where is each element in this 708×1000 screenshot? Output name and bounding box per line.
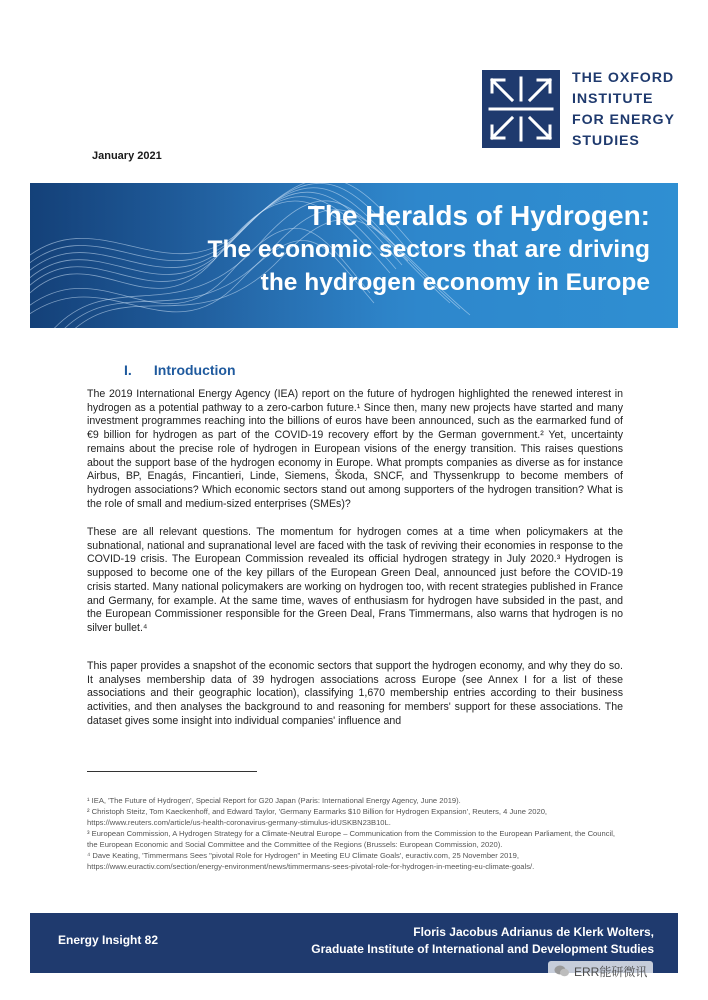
subtitle-line: The economic sectors that are driving bbox=[207, 236, 650, 263]
footnote: ² Christoph Steitz, Tom Kaeckenhoff, and Edward Taylor, 'Germany Earmarks $10 Billion for Hydrogen Expansion', Reuters, 4 June 2020, https://www.reuters.com/article/us-health-coronavirus-germany-stimulus-idUSKBN23B10L. bbox=[87, 807, 548, 827]
footnote: ³ European Commission, A Hydrogen Strategy for a Climate-Neutral Europe – Communication from the Commission to the European Parliament, the Council, the European Economic and Social Committee and the Committee of the Regions (Brussels: European Commission, 2020). bbox=[87, 829, 616, 849]
title-line: The Heralds of Hydrogen: bbox=[307, 200, 650, 231]
title-banner bbox=[30, 183, 678, 328]
wechat-icon bbox=[554, 964, 570, 978]
oies-logo-icon bbox=[482, 70, 560, 148]
author-block bbox=[311, 924, 654, 958]
author-affiliation: Graduate Institute of International and Development Studies bbox=[311, 942, 654, 956]
series-label: Energy Insight 82 bbox=[58, 933, 159, 947]
document-title bbox=[208, 199, 650, 299]
footnote: ¹ IEA, 'The Future of Hydrogen', Special Report for G20 Japan (Paris: International Energy Agency, June 2019). bbox=[87, 796, 461, 805]
author-name: Floris Jacobus Adrianus de Klerk Wolters, bbox=[413, 925, 654, 939]
footnotes bbox=[87, 795, 627, 872]
logo-line: THE OXFORD bbox=[572, 70, 675, 86]
section-heading bbox=[124, 362, 236, 378]
logo-line: INSTITUTE bbox=[572, 91, 654, 107]
logo-line: FOR ENERGY bbox=[572, 112, 675, 128]
wechat-watermark bbox=[548, 961, 653, 981]
section-title: Introduction bbox=[153, 362, 236, 378]
body-paragraph: The 2019 International Energy Agency (IEA) report on the future of hydrogen highlighted the renewed interest in hydrogen as a potential pathway to a zero-carbon future.¹ Since then, many new projects have started and many investment programmes reaching into the billions of euros have been announced, such as the earmarked fund of €9 billion for hydrogen as part of the COVID-19 recovery effort by the German government.² Yet, uncertainty remains about the precise role of hydrogen in European visions of the energy transition. This raises questions about the support base of the hydrogen economy in Europe. What prompts companies as diverse as for instance Airbus, BP, Enagás, Fincantieri, Linde, Siemens, Škoda, SNCF, and Thyssenkrupp to become members of hydrogen associations? Which economic sectors stand out among supporters of the hydrogen transition? What is the role of small and medium-sized enterprises (SMEs)? bbox=[87, 388, 623, 510]
body-paragraph: These are all relevant questions. The momentum for hydrogen comes at a time when policymakers at the subnational, national and supranational level are faced with the task of reviving their economies in response to the COVID-19 crisis. The European Commission revealed its official hydrogen strategy in July 2020.³ Hydrogen is supposed to become one of the key pillars of the European Green Deal, announced just before the COVID-19 crisis started. Many national policymakers are working on hydrogen too, with recent strategies published in France and Germany, for example. At the same time, waves of enthusiasm for hydrogen have subsided in the past, and the European Commissioner responsible for the Green Deal, Frans Timmermans, also warns that hydrogen is no silver bullet.⁴ bbox=[87, 526, 623, 634]
publication-date: January 2021 bbox=[92, 150, 162, 162]
oies-logo-wordmark bbox=[572, 68, 697, 152]
logo-line: STUDIES bbox=[572, 133, 640, 149]
footnote: ⁴ Dave Keating, 'Timmermans Sees "pivotal Role for Hydrogen" in Meeting EU Climate Goals', euractiv.com, 25 November 2019, https://www.euractiv.com/section/energy-environment/news/timmermans-sees-pivotal-role-for-hydrogen-in-meeting-eu-climate-goals/. bbox=[87, 851, 535, 871]
subtitle-line: the hydrogen economy in Europe bbox=[260, 269, 650, 296]
watermark-text: ERR能研微讯 bbox=[574, 964, 648, 979]
footnote-divider bbox=[87, 771, 257, 772]
section-number: I. bbox=[124, 362, 132, 378]
body-paragraph: This paper provides a snapshot of the economic sectors that support the hydrogen economy, and why they do so. It analyses membership data of 39 hydrogen associations across Europe (see Annex I for a list of these associations and their geographic location), classifying 1,670 membership entries according to their business activities, and then analyses the background to and reasoning for members' support for these associations. The dataset gives some insight into individual companies' influence and bbox=[87, 660, 623, 727]
